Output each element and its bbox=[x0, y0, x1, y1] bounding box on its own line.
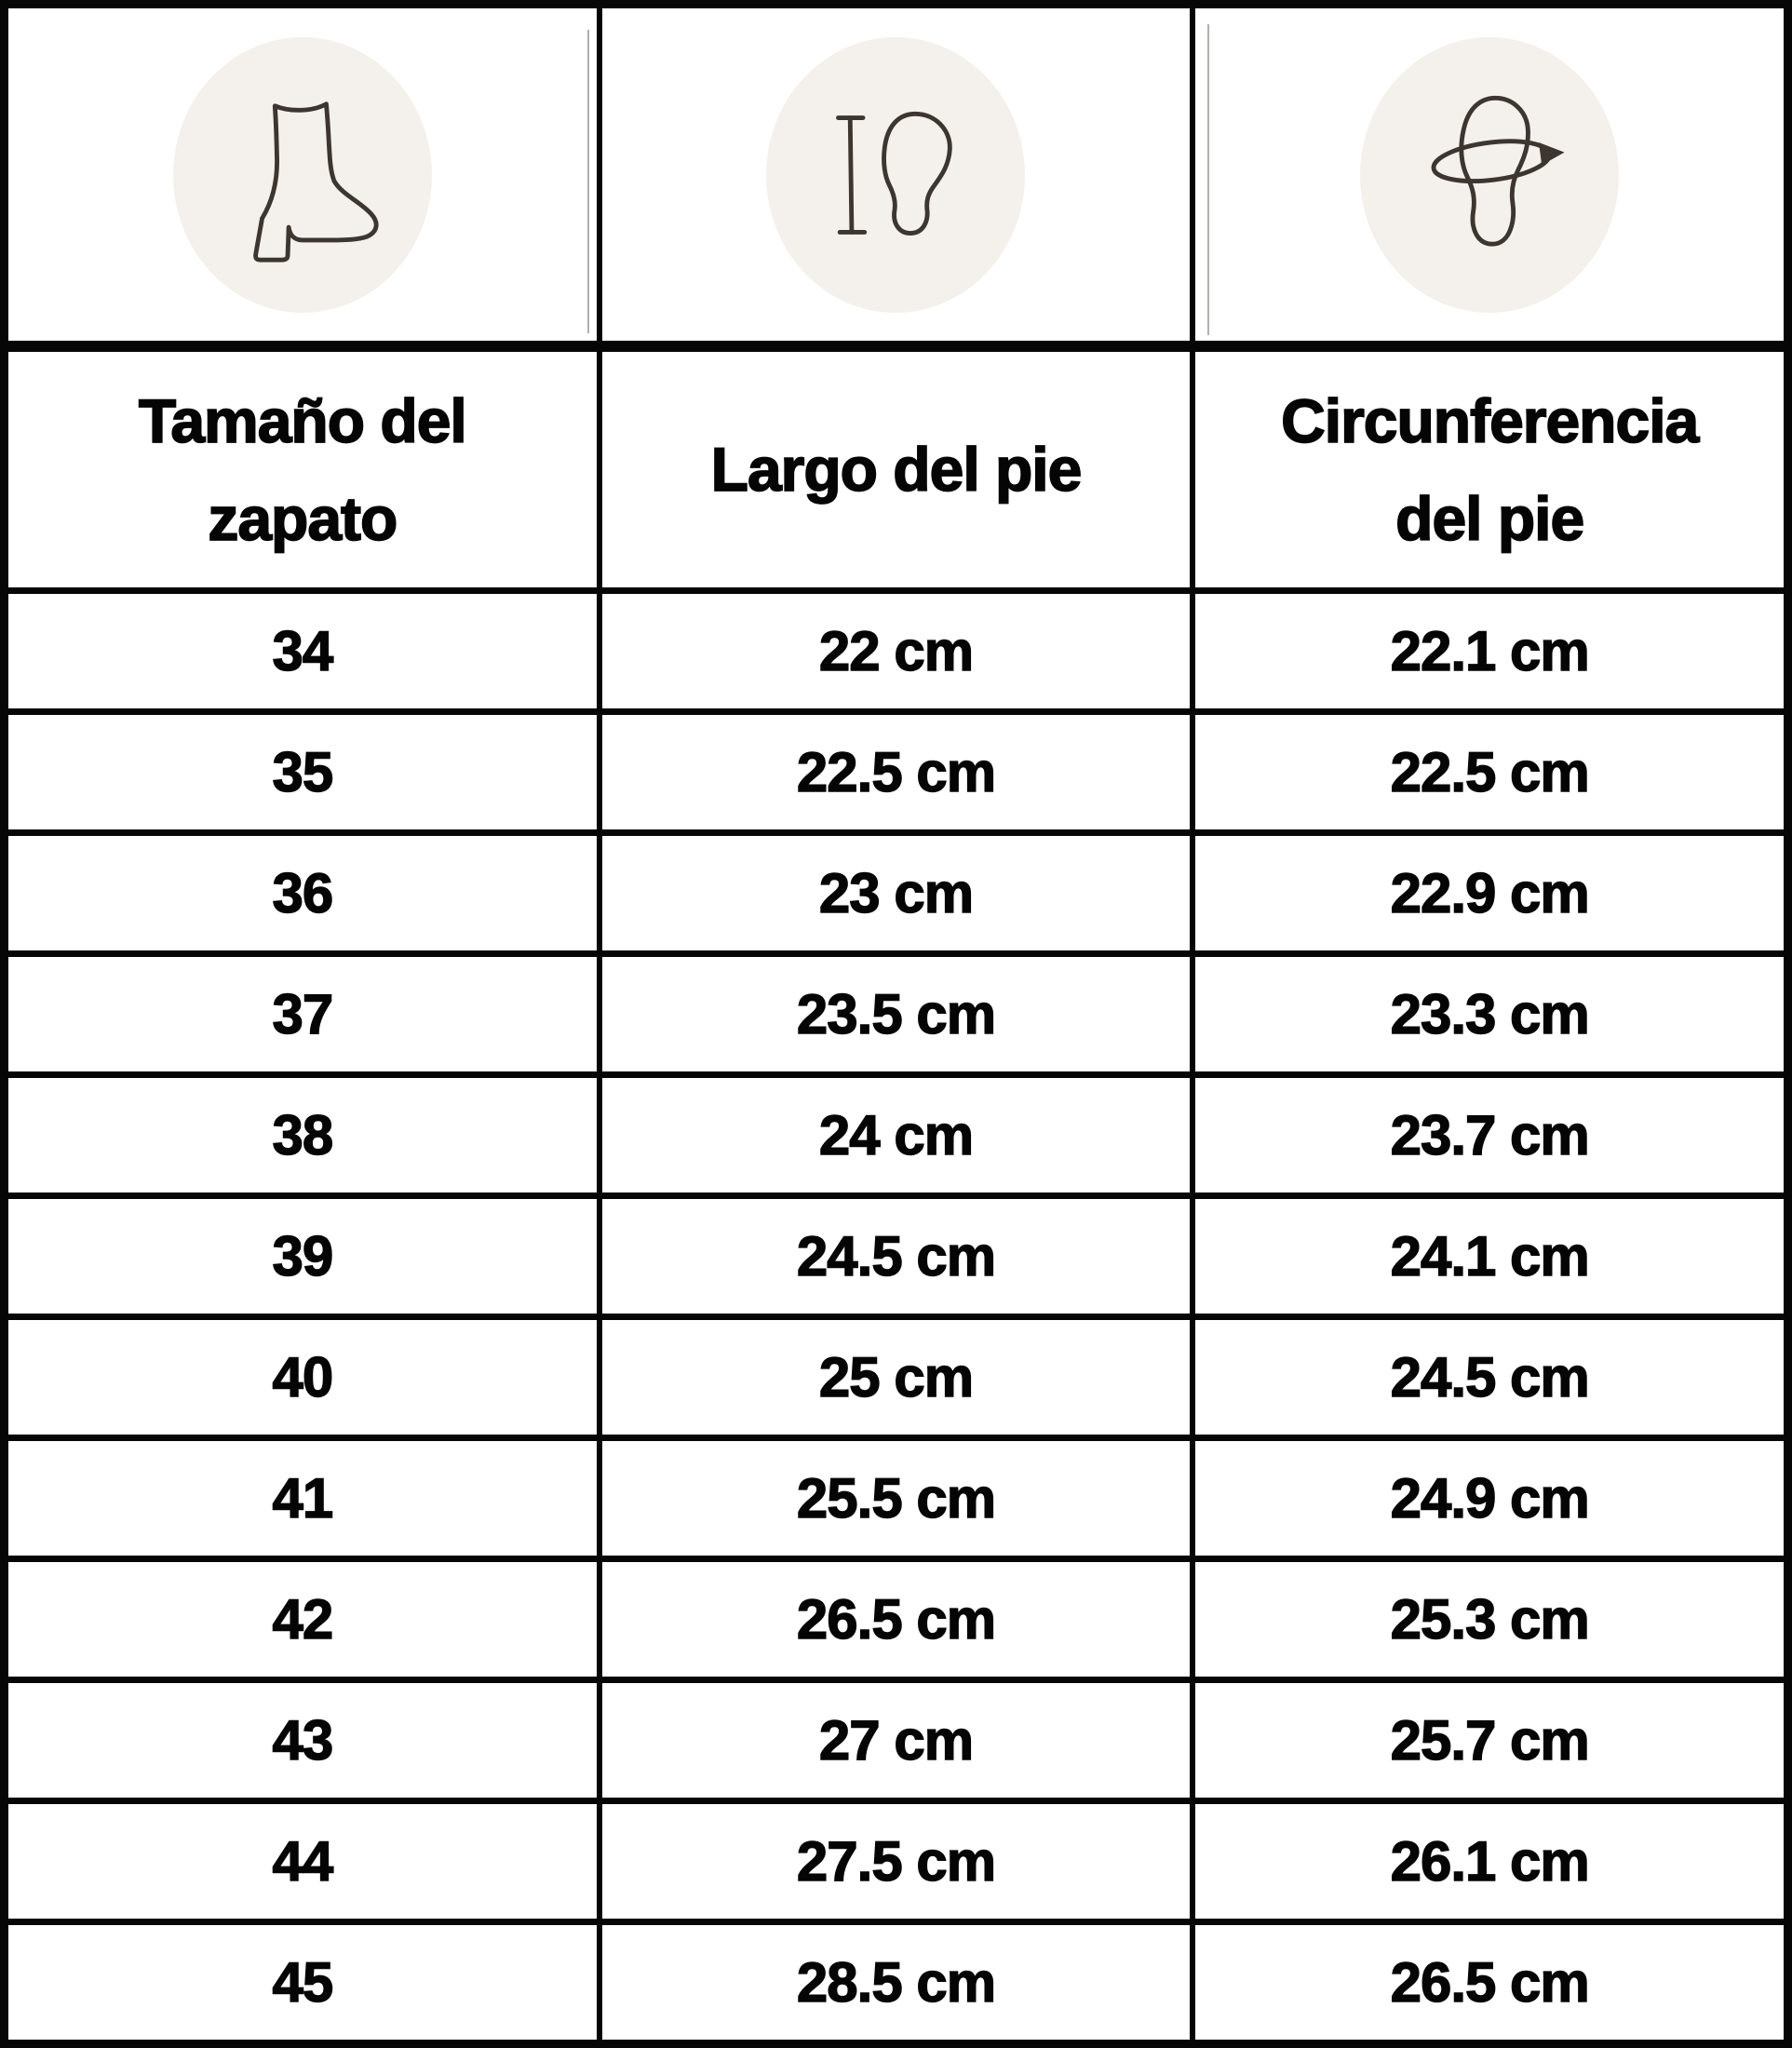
table-cell bbox=[602, 1683, 1191, 1798]
cell-value: 24 cm bbox=[818, 1104, 974, 1166]
table-cell bbox=[1195, 957, 1784, 1071]
cell-value: 41 bbox=[272, 1467, 333, 1529]
cell-value: 22.5 cm bbox=[1390, 741, 1589, 803]
cell-value: 28.5 cm bbox=[796, 1951, 996, 2014]
cell-value: 23.3 cm bbox=[1390, 983, 1589, 1045]
table-cell bbox=[1195, 1441, 1784, 1556]
table-cell bbox=[1195, 1078, 1784, 1192]
table-cell bbox=[602, 715, 1191, 829]
cell-value: 44 bbox=[272, 1830, 333, 1893]
cell-value: 22.5 cm bbox=[796, 741, 996, 803]
cell-value: 25.5 cm bbox=[796, 1467, 996, 1529]
table-cell bbox=[8, 1804, 597, 1919]
cell-value: 42 bbox=[272, 1588, 333, 1651]
cell-value: 24.9 cm bbox=[1390, 1467, 1589, 1529]
table-cell bbox=[602, 1078, 1191, 1192]
cell-value: 45 bbox=[272, 1951, 333, 2014]
header-text: Tamaño del bbox=[138, 386, 466, 456]
table-cell bbox=[1195, 1320, 1784, 1435]
table-cell bbox=[1195, 836, 1784, 950]
cell-value: 37 bbox=[272, 983, 333, 1045]
column-header-shoe-size bbox=[8, 352, 597, 587]
foot-circumference-icon bbox=[1360, 37, 1619, 313]
table-cell bbox=[602, 1441, 1191, 1556]
table-cell bbox=[1195, 1683, 1784, 1798]
cell-value: 25 cm bbox=[818, 1346, 974, 1408]
table-cell bbox=[8, 1078, 597, 1192]
cell-value: 27 cm bbox=[818, 1709, 974, 1772]
cell-value: 22.9 cm bbox=[1390, 862, 1589, 924]
cell-value: 34 bbox=[272, 620, 333, 682]
foot-length-icon bbox=[766, 37, 1025, 313]
icon-cell-shoe-size bbox=[8, 8, 597, 345]
table-cell bbox=[602, 1320, 1191, 1435]
cell-value: 24.5 cm bbox=[796, 1225, 996, 1287]
table-cell bbox=[1195, 1804, 1784, 1919]
cell-value: 22.1 cm bbox=[1390, 620, 1589, 682]
table-cell bbox=[1195, 1562, 1784, 1677]
cell-value: 24.5 cm bbox=[1390, 1346, 1589, 1408]
table-cell bbox=[602, 836, 1191, 950]
foot-length-icon-drawing bbox=[797, 76, 994, 274]
header-text: del pie bbox=[1395, 483, 1584, 553]
cell-value: 38 bbox=[272, 1104, 333, 1166]
cell-value: 23.5 cm bbox=[796, 983, 996, 1045]
cell-value: 25.3 cm bbox=[1390, 1588, 1589, 1651]
table-cell bbox=[602, 1804, 1191, 1919]
boot-icon-drawing bbox=[204, 76, 401, 274]
table-cell bbox=[1195, 1199, 1784, 1314]
table-cell bbox=[8, 1683, 597, 1798]
header-text: Circunferencia bbox=[1281, 386, 1699, 456]
divider-artifact-line bbox=[587, 30, 589, 333]
cell-value: 39 bbox=[272, 1225, 333, 1287]
cell-value: 23.7 cm bbox=[1390, 1104, 1589, 1166]
cell-value: 43 bbox=[272, 1709, 333, 1772]
table-cell bbox=[1195, 1925, 1784, 2040]
cell-value: 36 bbox=[272, 862, 333, 924]
header-text: Largo del pie bbox=[710, 435, 1082, 505]
table-cell bbox=[8, 1199, 597, 1314]
header-text: zapato bbox=[208, 483, 397, 553]
cell-value: 26.1 cm bbox=[1390, 1830, 1589, 1893]
icon-cell-foot-length bbox=[602, 8, 1191, 345]
table-cell bbox=[1195, 594, 1784, 708]
table-cell bbox=[8, 957, 597, 1071]
cell-value: 24.1 cm bbox=[1390, 1225, 1589, 1287]
table-cell bbox=[8, 594, 597, 708]
table-cell bbox=[8, 1925, 597, 2040]
column-header-foot-length bbox=[602, 352, 1191, 587]
table-cell bbox=[8, 1562, 597, 1677]
table-cell bbox=[602, 1562, 1191, 1677]
icon-cell-foot-circumference bbox=[1195, 8, 1784, 345]
cell-value: 23 cm bbox=[818, 862, 974, 924]
cell-value: 40 bbox=[272, 1346, 333, 1408]
table-cell bbox=[602, 1199, 1191, 1314]
table-cell bbox=[602, 1925, 1191, 2040]
table-cell bbox=[8, 1320, 597, 1435]
table-cell bbox=[1195, 715, 1784, 829]
boot-icon bbox=[173, 37, 432, 313]
table-cell bbox=[602, 957, 1191, 1071]
cell-value: 22 cm bbox=[818, 620, 974, 682]
foot-circumference-icon-drawing bbox=[1391, 76, 1588, 274]
cell-value: 35 bbox=[272, 741, 333, 803]
table-cell bbox=[602, 594, 1191, 708]
table-cell bbox=[8, 715, 597, 829]
divider-artifact-line bbox=[1207, 24, 1209, 335]
cell-value: 26.5 cm bbox=[796, 1588, 996, 1651]
cell-value: 27.5 cm bbox=[796, 1830, 996, 1893]
table-cell bbox=[8, 836, 597, 950]
cell-value: 26.5 cm bbox=[1390, 1951, 1589, 2014]
column-header-foot-circumference bbox=[1195, 352, 1784, 587]
table-cell bbox=[8, 1441, 597, 1556]
cell-value: 25.7 cm bbox=[1390, 1709, 1589, 1772]
